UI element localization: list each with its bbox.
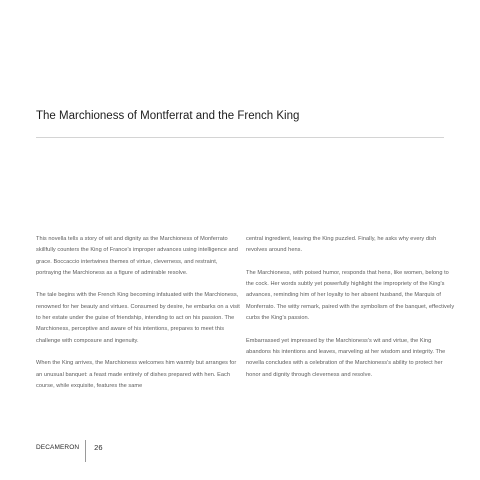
page-number: 26 (94, 443, 103, 452)
paragraph: When the King arrives, the Marchioness welcomes him warmly but arranges for an unusual banquet: a feast made entirely of dishes prepared with hen. Each course, while exquisite, features the same (36, 360, 237, 389)
page-title: The Marchioness of Montferrat and the French King (36, 110, 300, 122)
title-divider (36, 137, 444, 138)
right-column (246, 234, 456, 392)
paragraph: Embarrassed yet impressed by the Marchioness's wit and virtue, the King abandons his intentions and leaves, marveling at her wisdom and integrity. The novella concludes with a celebration of the Marchioness's ability to protect her honor and dignity through cleverness and resolve. (246, 337, 446, 378)
left-column (36, 234, 242, 403)
page-footer (36, 440, 103, 462)
paragraph: This novella tells a story of wit and dignity as the Marchioness of Monferrato skillfully counters the King of France's improper advances using intelligence and grace. Boccaccio intertwines themes of virtue, cleverness, and restraint, portraying the Marchioness as a figure of admirable resolve. (36, 236, 238, 276)
paragraph: central ingredient, leaving the King puzzled. Finally, he asks why every dish revolves around hens. (246, 236, 437, 254)
footer-section-label: DECAMERON (36, 444, 80, 451)
paragraph: The tale begins with the French King becoming infatuated with the Marchioness, renowned for her beauty and virtues. Consumed by desire, he embarks on a visit to her estate under the guise of friendship, intending to act on his passion. The Marchioness, perceptive and aware of his intentions, prepares to meet this challenge with composure and ingenuity. (36, 292, 240, 344)
paragraph: The Marchioness, with poised humor, responds that hens, like women, belong to the cock. Her words subtly yet powerfully highlight the impropriety of the King's advances, reminding him of her loyalty to her absent husband, the Marquis of Monferrato. The witty remark, paired with the symbolism of the banquet, effectively curbs the King's passion. (246, 269, 455, 322)
